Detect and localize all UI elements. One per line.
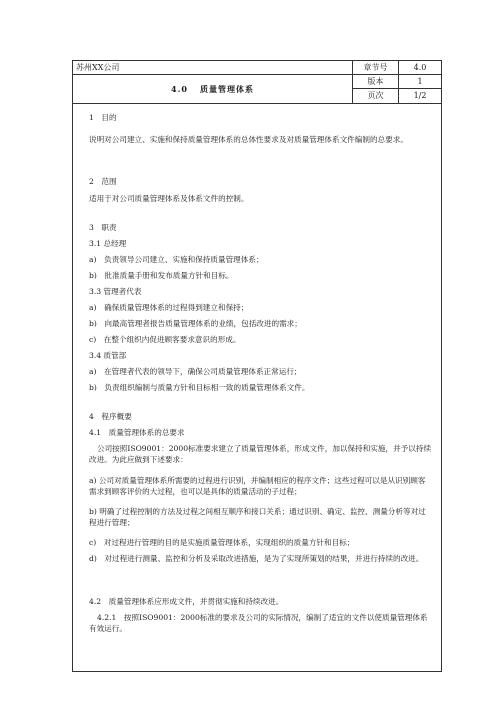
general-req-item-c: c) 对过程进行管理的目的是实施质量管理体系，实现组织的质量方针和目标；	[89, 538, 355, 547]
purpose-text: 说明对公司建立、实施和保持质量管理体系的总体性要求及对质量管理体系文件编制的总要求。	[89, 135, 408, 144]
document-frame	[72, 60, 442, 672]
general-req-item-d: d) 对过程进行测量、监控和分析及采取改进措施，是为了实现所策划的结果，并进行持续的改进。	[89, 554, 424, 563]
scope-text: 适用于对公司质量管理体系及体系文件的控制。	[89, 194, 249, 203]
qa-item-a: a) 在管理者代表的领导下，确保公司质量管理体系正常运行；	[89, 367, 302, 376]
qa-heading: 3.4 质管部	[89, 351, 127, 360]
company-name: 苏州XX公司	[73, 61, 353, 75]
rep-item-b: b) 向最高管理者报告质量管理体系的业绩，包括改进的需求；	[89, 319, 302, 328]
page-title	[73, 75, 353, 103]
header-table	[73, 61, 441, 103]
version-value: 1	[399, 75, 441, 89]
section-title: 质量管理体系	[199, 83, 254, 94]
general-req-item-b: b) 明确了过程控制的方法及过程之间相互顺序和接口关系；通过识别、确定、监控、测量分析等对过程进行管理；	[89, 507, 426, 527]
gm-heading: 3.1 总经理	[89, 239, 127, 248]
purpose-heading: 1 目的	[89, 113, 117, 122]
section-number: 4.0	[171, 84, 188, 94]
documentation-text: 4.2.1 按照ISO9001：2000标准的要求及公司的实际情况，编制了适宜的文件以使质量管理体系有效运行。	[89, 613, 428, 633]
gm-item-a: a) 负责领导公司建立、实施和保持质量管理体系；	[89, 255, 264, 264]
general-req-item-a: a) 公司对质量管理体系所需要的过程进行识别，并编制相应的程序文件；这些过程可以是从识别顾客需求到顾客评价的大过程，也可以是具体的质量活动的子过程；	[89, 476, 426, 496]
chapter-label: 章节号	[353, 61, 399, 75]
page-value: 1/2	[413, 91, 427, 100]
document-body	[73, 104, 441, 671]
chapter-value: 4.0	[399, 61, 441, 75]
scope-heading: 2 范围	[89, 177, 117, 186]
procedure-heading: 4 程序概要	[89, 412, 132, 421]
page-label: 页次	[353, 89, 399, 103]
gm-item-b: b) 批准质量手册和发布质量方针和目标。	[89, 271, 234, 280]
general-req-text: 公司按照ISO9001：2000标准要求建立了质量管理体系，形成文件，加以保持和实施，并予以持续改进。为此应做到下述要求：	[89, 444, 432, 464]
version-label: 版本	[353, 75, 399, 89]
documentation-heading: 4.2 质量管理体系应形成文件，并贯彻实施和持续改进。	[89, 597, 284, 606]
duties-heading: 3 职责	[89, 223, 117, 232]
general-req-heading: 4.1 质量管理体系的总要求	[89, 428, 185, 437]
rep-item-c: c) 在整个组织内促进顾客要求意识的形成。	[89, 335, 241, 344]
rep-item-a: a) 确保质量管理体系的过程得到建立和保持；	[89, 303, 249, 312]
qa-item-b: b) 负责组织编制与质量方针和目标相一致的质量管理体系文件。	[89, 383, 310, 392]
rep-heading: 3.3 管理者代表	[89, 287, 142, 296]
